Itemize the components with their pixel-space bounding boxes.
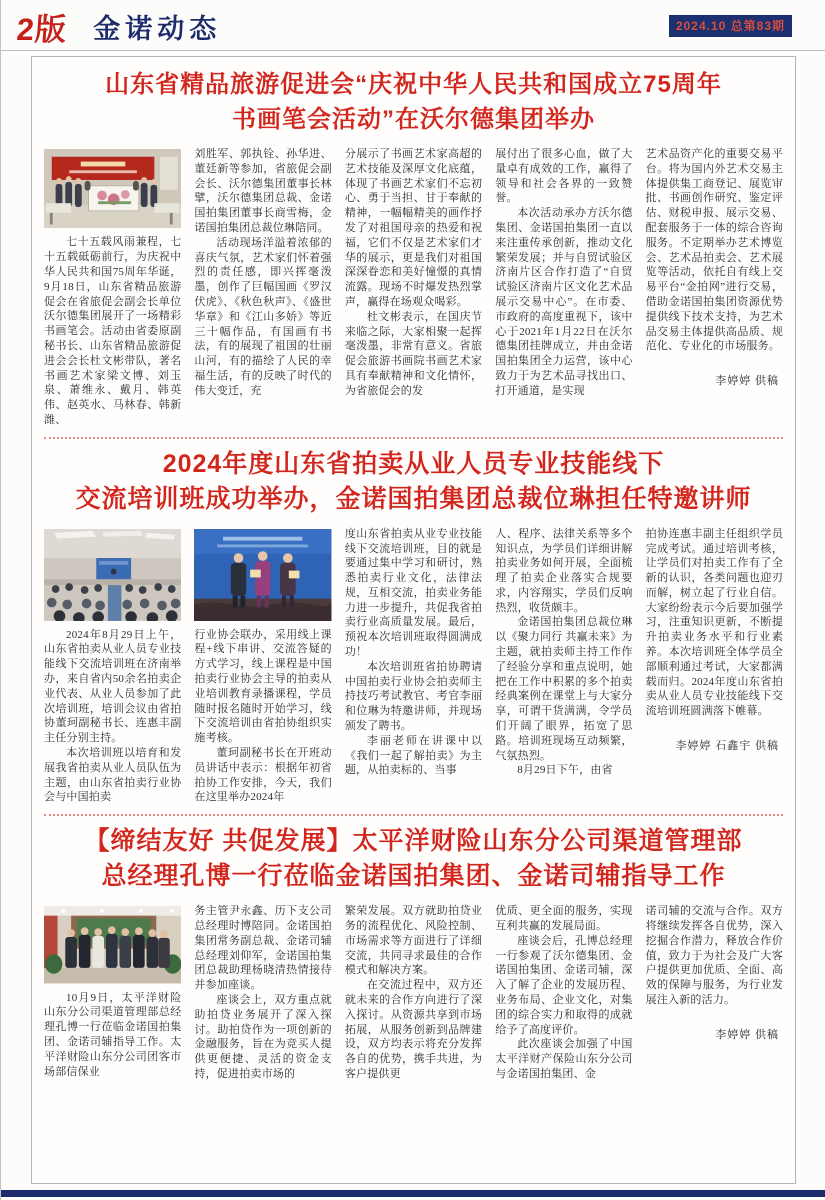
article-column — [345, 527, 482, 805]
body-text: 本次活动承办方沃尔德集团、金诺国拍集团一直以来注重传承创新，推动文化繁荣发展；并与自贸试验区济南片区合作打造了“自贸试验区济南片区文化艺术品展示交易中心”。在市委、市政府的高度重视下，该中心于2021年1月22日在沃尔德集团挂牌成立，并由金诺国拍集团全力运营，该中心致力于为艺术品寻找出口、打开通道，是实现 — [495, 207, 633, 397]
article-3 — [42, 824, 785, 1082]
body-text: 行业协会联办，采用线上课程+线下串讲、交流答疑的方式学习，线上课程是中国拍卖行业协会主导的拍卖从业培训教育录播课程，学员随时报名随时开始学习，线下交流培训由省拍协组织实施考核。 — [194, 628, 332, 745]
body-text: 拍协连惠丰副主任组织学员完成考试。通过培训考核，让学员们对拍卖工作有了全新的认识，各类问题也迎刃而解，树立起了行业自信。大家纷纷表示今后要加强学习，注重知识更新，不断提升拍卖业务水平和行业素养。本次培训班全体学员全部顺利通过考试，大家都满载而归。2024年度山东省拍卖从业人员专业技能线下交流培训班圆满落下帷幕。 — [645, 527, 784, 718]
body-text: 李丽老师在讲课中以《我们一起了解拍卖》为主题，从拍卖标的、当事 — [344, 734, 483, 777]
article-column — [495, 527, 632, 805]
body-text: 在交流过程中，双方还就未来的合作方向进行了深入探讨。从资源共享到市场拓展，从服务创新到品牌建设，双方均表示将充分发挥各自的优势，携手共进，为客户提供更 — [344, 979, 483, 1080]
body-text: 人、程序、法律关系等多个知识点，为学员们详细讲解拍卖业务如何开展，全面梳理了拍卖企业落实合规要求，内容翔实，学员们反响热烈，收货颇丰。 — [495, 527, 633, 614]
issue-badge: 2024.10 总第83期 — [669, 15, 792, 37]
article-body — [42, 527, 785, 805]
article-headline — [42, 447, 785, 517]
article-column — [646, 904, 783, 1082]
article-column — [495, 147, 632, 428]
article-column — [194, 527, 331, 805]
headline-line: 山东省精品旅游促进会“庆祝中华人民共和国成立75周年 — [105, 71, 722, 98]
body-text: 座谈会后，孔博总经理一行参观了沃尔德集团、金诺国拍集团、金诺司辅，深入了解了企业的发展历程、业务布局、企业文化，对集团的综合实力和取得的成就给予了高度评价。 — [495, 934, 633, 1036]
body-text: 董珂副秘书长在开班动员讲话中表示：根据年初省拍协工作安排，今天，我们在这里举办2024年 — [194, 747, 332, 804]
calligraphy-event-photo — [44, 149, 181, 228]
byline: 李婷婷 供稿 — [715, 375, 780, 388]
articles — [31, 56, 796, 1184]
body-text: 此次座谈会加强了中国太平洋财产保险山东分公司与金诺国拍集团、金 — [495, 1038, 633, 1080]
award-ceremony-photo-image — [194, 529, 331, 621]
article-2 — [42, 447, 785, 805]
article-column — [44, 904, 181, 1082]
body-text: 分展示了书画艺术家高超的艺术技能及深厚文化底蕴，体现了书画艺术家们不忘初心、勇于当担、甘于奉献的精神，一幅幅精美的画作抒发了对祖国母亲的热爱和祝福，它们不仅是艺术家们才华的展示，更是我们对祖国深深眷恋和美好憧憬的真情流露。现场不时爆发热烈掌声，赢得在场观众喝彩。 — [344, 148, 483, 308]
training-audience-photo — [44, 529, 181, 621]
headline-line: 【缔结友好 共促发展】太平洋财险山东分公司渠道管理部 — [84, 827, 743, 856]
calligraphy-event-photo-image — [44, 149, 181, 228]
article-column — [194, 147, 331, 428]
training-audience-photo-image — [44, 529, 181, 621]
body-text: 本次培训班省拍协聘请中国拍卖行业协会拍卖师主持技巧考试教官、考官李丽和位琳为特邀讲师，并现场颁发了聘书。 — [344, 660, 483, 733]
body-text: 展付出了很多心血，做了大量卓有成效的工作，赢得了领导和社会各界的一致赞誉。 — [495, 148, 633, 205]
body-text: 刘胜军、郭执铨、孙华进、董廷新等参加，省旅促会副会长、沃尔德集团董事长林擘，沃尔德集团总裁、金诺国拍集团董事长商雪梅，金诺国拍集团总裁位琳陪同。 — [194, 148, 332, 234]
article-body — [42, 904, 785, 1082]
article-column — [194, 904, 331, 1082]
body-text: 优质、更全面的服务，实现互利共赢的发展局面。 — [495, 905, 633, 932]
headline-line: 书画笔会活动”在沃尔德集团举办 — [232, 106, 595, 133]
article-column — [345, 147, 482, 428]
article-column — [646, 527, 783, 805]
article-headline — [42, 67, 785, 137]
body-text: 务主管尹永鑫、历下支公司总经理时博陪同。金诺国拍集团常务副总裁、金诺司辅总经理刘仰军，金诺国拍集团总裁助理杨晓清热情接待并参加座谈。 — [194, 905, 332, 992]
body-text: 度山东省拍卖从业专业技能线下交流培训班，目的就是要通过集中学习和研讨，熟悉拍卖行业文化，法律法规，互相交流，拍卖业务能力进一步提升，共促我省拍卖行业高质量发展。最后，预祝本次培训班取得圆满成功！ — [344, 527, 483, 659]
article-column — [44, 147, 181, 428]
body-text: 艺术品资产化的重要交易平台。将为国内外艺术交易主体提供集工商登记、展览审批、书画创作研究、鉴定评估、财税申报、展示交易、配套服务于一体的综合咨询服务。不定期举办艺术博览会、艺术品拍卖会、艺术展览等活动，依托自有线上交易平台“金拍网”进行交易，借助金诺国拍集团资源优势提供线下技术支持，为艺术品交易主体提供高品质、规范化、专业化的市场服务。 — [645, 148, 784, 353]
body-text: 诺司辅的交流与合作。双方将继续发挥各自优势，深入挖掘合作潜力，释放合作价值，致力于为社会及广大客户提供更加优质、全面、高效的保障与服务，为行业发展注入新的活力。 — [645, 905, 784, 1006]
body-text: 活动现场洋溢着浓郁的喜庆气氛，艺术家们怀着强烈的责任感，即兴挥毫泼墨，创作了巨幅国画《罗汉伏虎》、《秋色秋声》、《盛世华章》和《江山多娇》等近三十幅作品，有国画有书法，有的展现了祖国的壮丽山河，有的描绘了人民的幸福生活，有的反映了时代的伟大变迁，充 — [194, 236, 332, 397]
body-text: 七十五载风雨兼程，七十五载砥砺前行，为庆祝中华人民共和国75周年华诞，9月18日，山东省精品旅游促会在省旅促会副会长单位沃尔德集团展开了一场精彩书画笔会。活动由省委原副秘书长、山东省精品旅游促进会会长杜文彬带队，著名书画艺术家梁文博、刘玉泉、萧维永、戴月、韩英伟、赵英水、马林春、韩新潍、 — [44, 236, 182, 426]
body-text: 杜文彬表示，在国庆节来临之际，大家相聚一起挥毫泼墨，非常有意义。省旅促会旅游书画院书画艺术家具有奉献精神和文化情怀，为省旅促会的发 — [344, 310, 483, 397]
body-text: 繁荣发展。双方就助拍贷业务的流程优化、风险控制、市场需求等方面进行了详细交流，共同寻求最佳的合作模式和解决方案。 — [344, 905, 483, 977]
body-text: 10月9日，太平洋财险山东分公司渠道管理部总经理孔博一行莅临金诺国拍集团、金诺司辅指导工作。太平洋财险山东分公司团客市场部信保业 — [44, 991, 182, 1078]
award-ceremony-photo — [194, 529, 331, 621]
body-text: 2024年8月29日上午，山东省拍卖从业人员专业技能线下交流培训班在济南举办，来自省内50余名拍卖企业代表、从业人员参加了此次培训班，培训会议由省拍协董珂副秘书长、连惠丰副主任分别主持。 — [44, 628, 182, 745]
article-column — [44, 527, 181, 805]
article-1 — [42, 67, 785, 428]
headline-line: 总经理孔博一行莅临金诺国拍集团、金诺司辅指导工作 — [101, 862, 726, 891]
byline: 李婷婷 供稿 — [715, 1028, 780, 1041]
footer-rule — [1, 1190, 825, 1197]
body-text: 8月29日下午，由省 — [517, 764, 613, 777]
visit-group-photo — [44, 906, 181, 983]
byline: 李婷婷 石鑫宇 供稿 — [675, 740, 780, 753]
body-text: 金诺国拍集团总裁位琳以《聚力同行 共赢未来》为主题，就拍卖师主持工作作了经验分享和重点说明，她把在工作中积累的多个拍卖经典案例在课堂上与大家分享，可谓干货满满，令学员们开阔了眼界，拓宽了思路。培训班现场互动频繁，气氛热烈。 — [495, 616, 633, 762]
edition-number: 2版 — [15, 12, 69, 47]
article-column — [646, 147, 783, 428]
masthead-title: 金诺动态 — [93, 14, 222, 44]
article-headline — [42, 824, 785, 894]
article-column — [495, 904, 632, 1082]
article-column — [345, 904, 482, 1082]
headline-line: 2024年度山东省拍卖从业人员专业技能线下 — [162, 449, 665, 478]
article-divider — [44, 814, 783, 816]
body-text: 本次培训班以培育和发展我省拍卖从业人员队伍为主题，由山东省拍卖行业协会与中国拍卖 — [44, 747, 182, 804]
body-text: 座谈会上，双方重点就助拍贷业务展开了深入探讨。助拍贷作为一项创新的金融服务，旨在为竞买人提供更便捷、灵活的资金支持，促进拍卖市场的 — [194, 993, 332, 1080]
headline-line: 交流培训班成功举办，金诺国拍集团总裁位琳担任特邀讲师 — [75, 484, 752, 513]
article-divider — [44, 437, 783, 439]
visit-group-photo-image — [44, 906, 181, 983]
article-body — [42, 147, 785, 428]
page-header — [1, 0, 825, 51]
